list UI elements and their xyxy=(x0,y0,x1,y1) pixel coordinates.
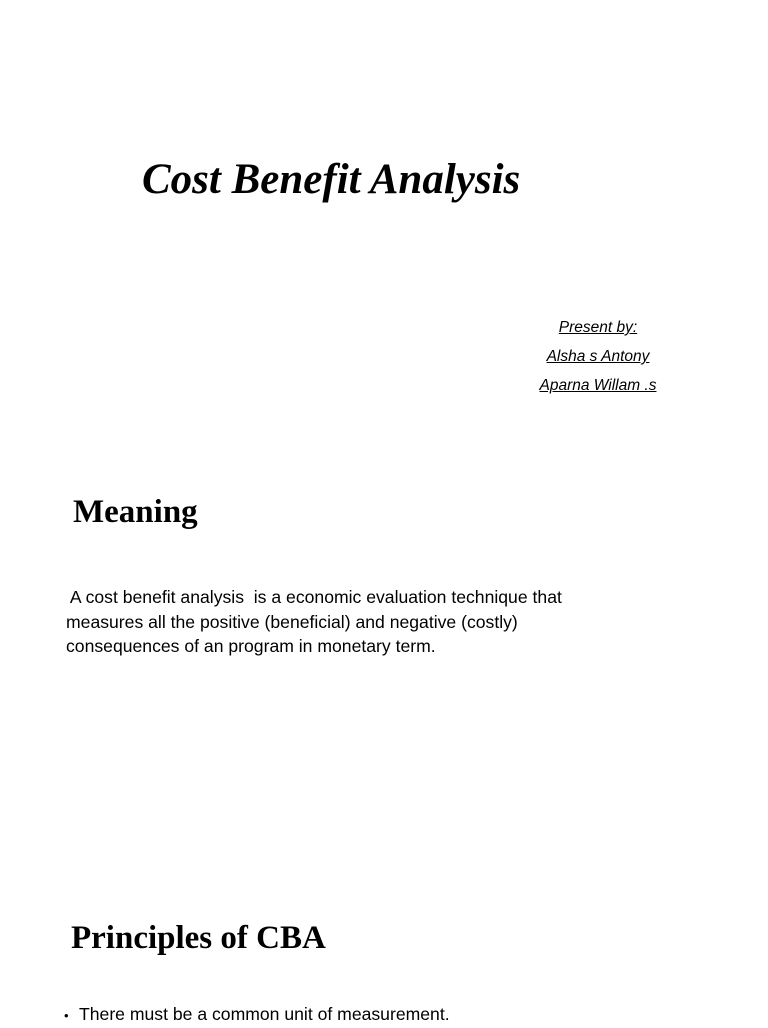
list-item-text: There must be a common unit of measurement. xyxy=(79,1004,450,1024)
presenters-block xyxy=(520,316,676,403)
slide-title: Cost Benefit Analysis xyxy=(142,156,521,203)
meaning-line: measures all the positive (beneficial) and negative (costly) xyxy=(66,611,518,632)
presenter-name: Alsha s Antony xyxy=(546,348,650,365)
meaning-paragraph xyxy=(66,585,706,659)
meaning-line: consequences of an program in monetary term. xyxy=(66,636,436,656)
presented-by-label: Present by: xyxy=(558,319,638,336)
meaning-heading: Meaning xyxy=(73,494,198,530)
presenter-name: Aparna Willam .s xyxy=(539,377,657,394)
principles-list xyxy=(64,1002,450,1028)
meaning-line: A cost benefit analysis is a economic evaluation technique that xyxy=(66,587,562,607)
list-item xyxy=(64,1002,450,1028)
bullet-icon: • xyxy=(64,1008,69,1023)
principles-heading: Principles of CBA xyxy=(71,920,326,956)
